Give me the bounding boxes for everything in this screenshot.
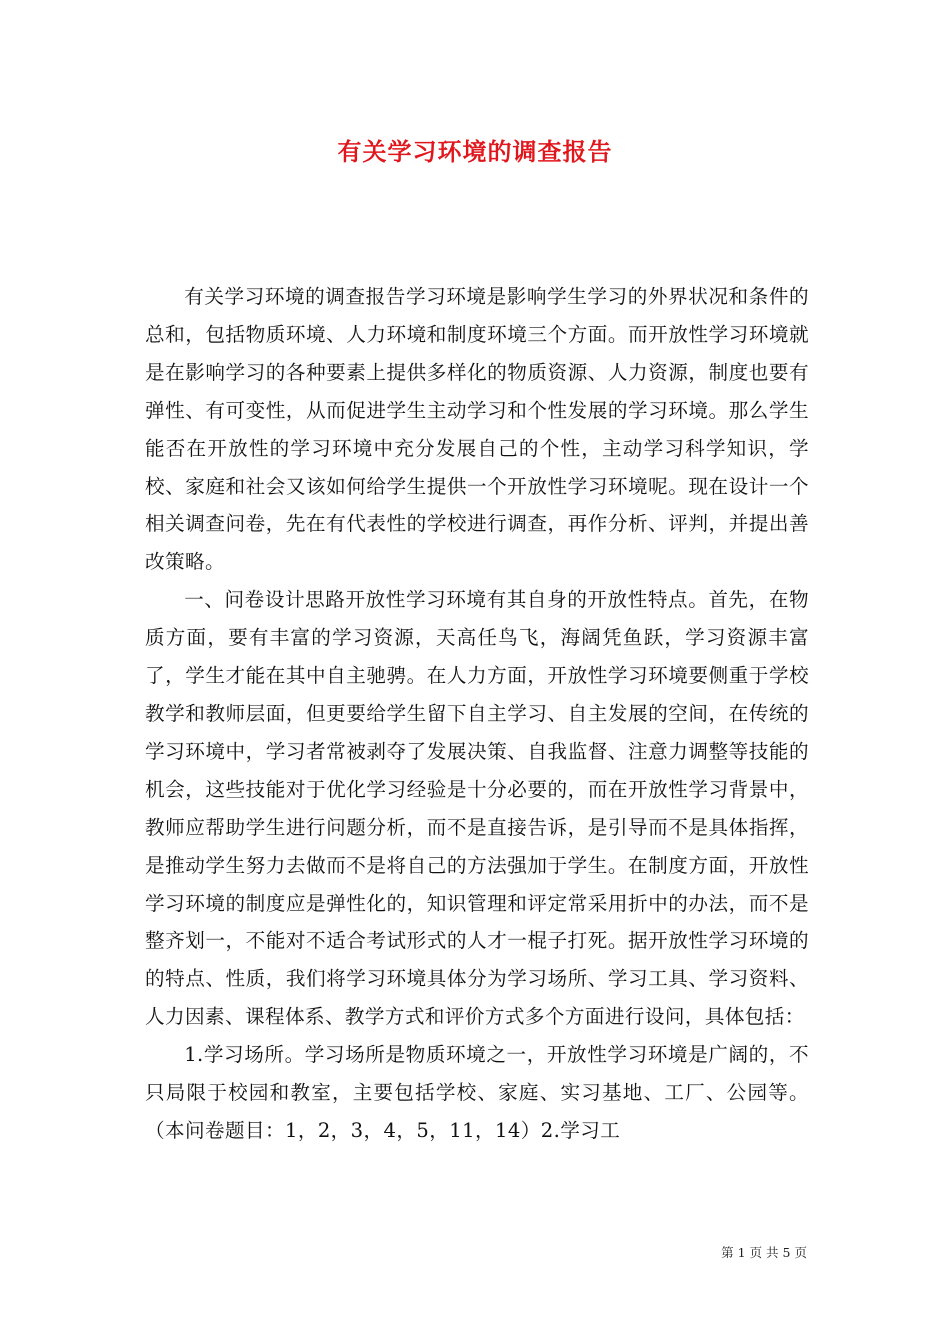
footer-current-page: 1 <box>737 1245 746 1260</box>
page-footer <box>0 1243 807 1261</box>
paragraph-questionnaire-design: 一、问卷设计思路开放性学习环境有其自身的开放性特点。首先，在物质方面，要有丰富的学习资源，天高任鸟飞，海阔凭鱼跃，学习资源丰富了，学生才能在其中自主驰骋。在人力方面，开放性学习环境要侧重于学校教学和教师层面，但更要给学生留下自主学习、自主发展的空间，在传统的学习环境中，学习者常被剥夺了发展决策、自我监督、注意力调整等技能的机会，这些技能对于优化学习经验是十分必要的，而在开放性学习背景中，教师应帮助学生进行问题分析，而不是直接告诉，是引导而不是具体指挥，是推动学生努力去做而不是将自己的方法强加于学生。在制度方面，开放性学习环境的制度应是弹性化的，知识管理和评定常采用折中的办法，而不是整齐划一，不能对不适合考试形式的人才一棍子打死。据开放性学习环境的的特点、性质，我们将学习环境具体分为学习场所、学习工具、学习资料、人力因素、课程体系、教学方式和评价方式多个方面进行设问，具体包括： <box>145 588 809 1029</box>
footer-prefix: 第 <box>721 1245 734 1260</box>
footer-total-pages: 5 <box>782 1245 791 1260</box>
paragraph-learning-places: 1.学习场所。学习场所是物质环境之一，开放性学习环境是广阔的，不只局限于校园和教室，主要包括学校、家庭、实习基地、工厂、公园等。（本问卷题目：1，2，3，4，5，11，14）2.学习工 <box>145 1043 809 1142</box>
document-body <box>145 278 809 1150</box>
document-title: 有关学习环境的调查报告 <box>337 137 613 166</box>
footer-suffix: 页 <box>794 1245 807 1260</box>
footer-middle: 页 共 <box>749 1245 779 1260</box>
paragraph-intro: 有关学习环境的调查报告学习环境是影响学生学习的外界状况和条件的总和，包括物质环境、人力环境和制度环境三个方面。而开放性学习环境就是在影响学习的各种要素上提供多样化的物质资源、人力资源，制度也要有弹性、有可变性，从而促进学生主动学习和个性发展的学习环境。那么学生能否在开放性的学习环境中充分发展自己的个性，主动学习科学知识，学校、家庭和社会又该如何给学生提供一个开放性学习环境呢。现在设计一个相关调查问卷，先在有代表性的学校进行调查，再作分析、评判，并提出善改策略。 <box>145 285 809 574</box>
